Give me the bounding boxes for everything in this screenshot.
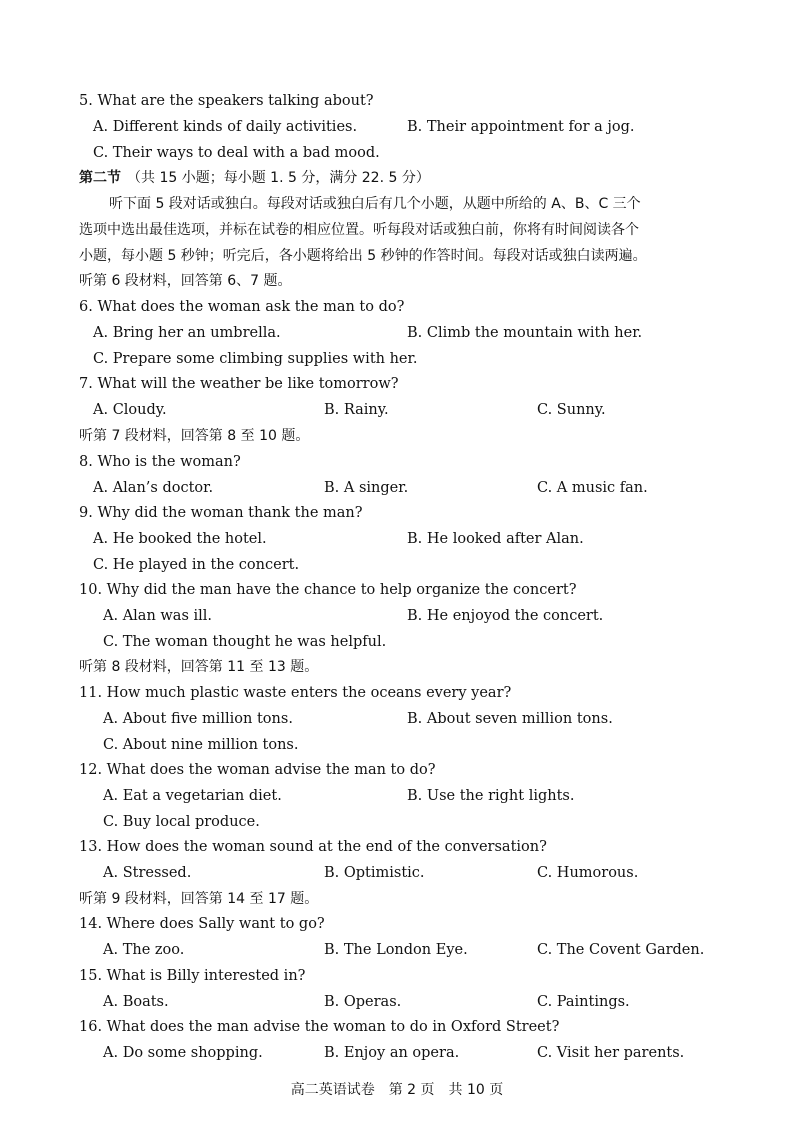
- q10-option-c: C. The woman thought he was helpful.: [103, 634, 387, 650]
- q13-option-c: C. Humorous.: [537, 865, 639, 881]
- section-2-header: [79, 168, 430, 188]
- q16-option-a: A. Do some shopping.: [103, 1045, 263, 1061]
- q6-option-a: A. Bring her an umbrella.: [93, 325, 281, 341]
- q11-option-b: B. About seven million tons.: [407, 711, 613, 727]
- q16-option-b: B. Enjoy an opera.: [324, 1045, 460, 1061]
- question-10: 10. Why did the man have the chance to help organize the concert?: [79, 582, 577, 598]
- question-8: 8. Who is the woman?: [79, 454, 241, 470]
- q11-option-c: C. About nine million tons.: [103, 737, 299, 753]
- page-footer: 高二英语试卷 第 2 页 共 10 页: [290, 1082, 504, 1098]
- q7-option-a: A. Cloudy.: [93, 402, 167, 418]
- q8-option-b: B. A singer.: [324, 480, 409, 496]
- material-7-heading: 听第 7 段材料，回答第 8 至 10 题。: [79, 428, 310, 444]
- q13-option-b: B. Optimistic.: [324, 865, 425, 881]
- question-5: 5. What are the speakers talking about?: [79, 93, 374, 109]
- material-8-heading: 听第 8 段材料，回答第 11 至 13 题。: [79, 659, 319, 675]
- question-15: 15. What is Billy interested in?: [79, 968, 306, 984]
- question-11: 11. How much plastic waste enters the oceans every year?: [79, 685, 512, 701]
- instructions-line-2: 选项中选出最佳选项，并标在试卷的相应位置。听每段对话或独白前，你将有时间阅读各个: [79, 222, 639, 238]
- section-2-title: 第二节: [79, 170, 121, 186]
- q12-option-a: A. Eat a vegetarian diet.: [103, 788, 282, 804]
- q8-option-c: C. A music fan.: [537, 480, 648, 496]
- question-7: 7. What will the weather be like tomorrow?: [79, 376, 399, 392]
- q15-option-c: C. Paintings.: [537, 994, 630, 1010]
- question-14: 14. Where does Sally want to go?: [79, 916, 325, 932]
- question-13: 13. How does the woman sound at the end of the conversation?: [79, 839, 547, 855]
- q7-option-c: C. Sunny.: [537, 402, 606, 418]
- q7-option-b: B. Rainy.: [324, 402, 389, 418]
- question-9: 9. Why did the woman thank the man?: [79, 505, 363, 521]
- question-12: 12. What does the woman advise the man to do?: [79, 762, 436, 778]
- q9-option-a: A. He booked the hotel.: [93, 531, 267, 547]
- q12-option-c: C. Buy local produce.: [103, 814, 260, 830]
- q10-option-a: A. Alan was ill.: [103, 608, 213, 624]
- material-9-heading: 听第 9 段材料，回答第 14 至 17 题。: [79, 891, 319, 907]
- instructions-line-1: 听下面 5 段对话或独白。每段对话或独白后有几个小题，从题中所给的 A、B、C 三个: [109, 196, 641, 212]
- q14-option-c: C. The Covent Garden.: [537, 942, 705, 958]
- q5-option-c: C. Their ways to deal with a bad mood.: [93, 145, 380, 161]
- material-6-heading: 听第 6 段材料，回答第 6、7 题。: [79, 273, 292, 289]
- q10-option-b: B. He enjoyod the concert.: [407, 608, 604, 624]
- q5-option-b: B. Their appointment for a jog.: [407, 119, 635, 135]
- q5-option-a: A. Different kinds of daily activities.: [93, 119, 358, 135]
- q15-option-a: A. Boats.: [103, 994, 169, 1010]
- q6-option-b: B. Climb the mountain with her.: [407, 325, 643, 341]
- question-6: 6. What does the woman ask the man to do?: [79, 299, 405, 315]
- q12-option-b: B. Use the right lights.: [407, 788, 575, 804]
- q11-option-a: A. About five million tons.: [103, 711, 293, 727]
- q15-option-b: B. Operas.: [324, 994, 402, 1010]
- instructions-line-3: 小题，每小题 5 秒钟；听完后，各小题将给出 5 秒钟的作答时间。每段对话或独白读两遍。: [79, 248, 647, 264]
- q14-option-b: B. The London Eye.: [324, 942, 468, 958]
- q13-option-a: A. Stressed.: [103, 865, 192, 881]
- q9-option-b: B. He looked after Alan.: [407, 531, 584, 547]
- q14-option-a: A. The zoo.: [103, 942, 185, 958]
- section-2-info: （共 15 小题；每小题 1. 5 分，满分 22. 5 分）: [127, 170, 430, 186]
- q8-option-a: A. Alan’s doctor.: [93, 480, 214, 496]
- q9-option-c: C. He played in the concert.: [93, 557, 300, 573]
- question-16: 16. What does the man advise the woman to do in Oxford Street?: [79, 1019, 560, 1035]
- q6-option-c: C. Prepare some climbing supplies with her.: [93, 351, 418, 367]
- q16-option-c: C. Visit her parents.: [537, 1045, 685, 1061]
